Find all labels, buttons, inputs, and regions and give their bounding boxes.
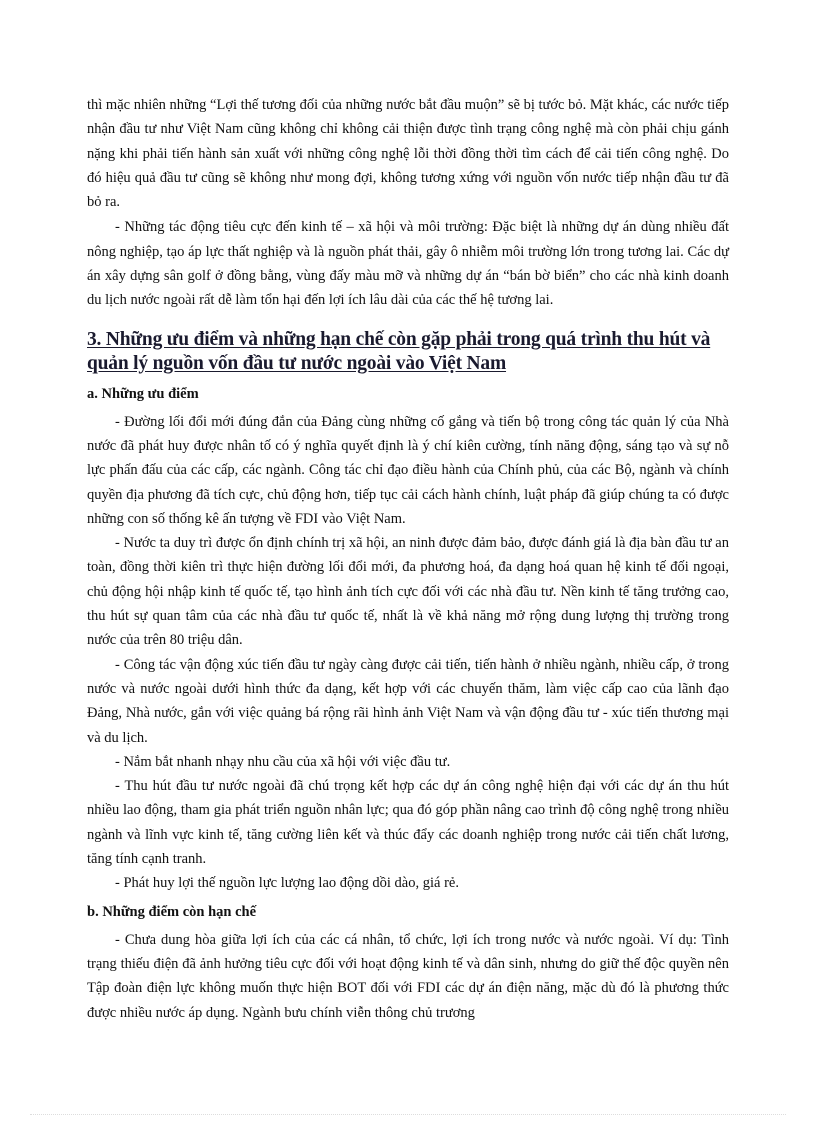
advantage-paragraph: - Đường lối đổi mới đúng đắn của Đảng cùng những cố gắng và tiến bộ trong công tác quản lý của Nhà nước đã phát huy được nhân tố có ý nghĩa quyết định là ý chí kiên cường, tính năng động, sáng tạo và sự nỗ lực phấn đấu của các cấp, các ngành. Công tác chỉ đạo điều hành của Chính phủ, của các Bộ, ngành và chính quyền địa phương đã tích cực, chủ động hơn, tiếp tục cải cách hành chính, luật pháp đã giúp chúng ta có được những con số thống kê ấn tượng về FDI vào Việt Nam.: [87, 413, 729, 527]
advantage-paragraph: - Thu hút đầu tư nước ngoài đã chú trọng kết hợp các dự án công nghệ hiện đại với các dự án thu hút nhiều lao động, tham gia phát triển nguồn nhân lực; qua đó góp phần nâng cao trình độ công nghệ trong nhiều ngành và lĩnh vực kinh tế, tăng cường liên kết và thúc đẩy các doanh nghiệp trong nước cải tiến chất lương, tăng tính cạnh tranh.: [87, 778, 729, 868]
intro-paragraph-1: thì mặc nhiên những “Lợi thế tương đối của những nước bắt đầu muộn” sẽ bị tước bỏ. Mặt khác, các nước tiếp nhận đầu tư như Việt Nam cũng không chỉ không cải thiện được tình trạng công nghệ mà còn phải chịu gánh nặng khi phải tiến hành sản xuất với những công nghệ lỗi thời đồng thời tìm cách để cải tiến công nghệ. Do đó hiệu quả đầu tư cũng sẽ không như mong đợi, không tương xứng với nguồn vốn nước tiếp nhận đầu tư đã bỏ ra.: [87, 97, 729, 211]
document-page: [87, 93, 729, 1025]
intro-paragraph-2: - Những tác động tiêu cực đến kinh tế – xã hội và môi trường: Đặc biệt là những dự án dùng nhiều đất nông nghiệp, tạo áp lực thất nghiệp và là nguồn phát thải, gây ô nhiễm môi trường lớn trong tương lai. Các dự án xây dựng sân golf ở đồng bằng, vùng đấy màu mỡ và những dự án “bán bờ biển” cho các nhà kinh doanh du lịch nước ngoài rất dễ làm tổn hại đến lợi ích lâu dài của các thế hệ tương lai.: [87, 219, 729, 309]
limitation-paragraph: - Chưa dung hòa giữa lợi ích của các cá nhân, tổ chức, lợi ích trong nước và nước ngoài. Ví dụ: Tình trạng thiếu điện đã ảnh hưởng tiêu cực đối với hoạt động kinh tế và dân sinh, nhưng do giữ thế độc quyền nên Tập đoàn điện lực không muốn thực hiện BOT đối với FDI các dự án điện năng, mặc dù đó là phương thức được nhiều nước áp dụng. Ngành bưu chính viễn thông chủ trương: [87, 931, 729, 1021]
page-bottom-divider: [30, 1114, 786, 1115]
subsection-b-title: b. Những điểm còn hạn chế: [87, 903, 257, 920]
advantage-paragraph: - Công tác vận động xúc tiến đầu tư ngày càng được cải tiến, tiến hành ở nhiều ngành, nhiều cấp, ở trong nước và nước ngoài dưới hình thức đa dạng, kết hợp với các chuyến thăm, làm việc cấp cao của lãnh đạo Đảng, Nhà nước, gắn với việc quảng bá rộng rãi hình ảnh Việt Nam và vận động đầu tư - xúc tiến thương mại và du lịch.: [87, 656, 729, 746]
advantage-paragraph: - Nắm bắt nhanh nhạy nhu cầu của xã hội với việc đầu tư.: [115, 753, 451, 770]
subsection-a-title: a. Những ưu điểm: [87, 385, 199, 402]
advantage-paragraph: - Nước ta duy trì được ổn định chính trị xã hội, an ninh được đảm bảo, được đánh giá là địa bàn đầu tư an toàn, đồng thời kiên trì thực hiện đường lối đổi mới, đa phương hoá, đa dạng hoá quan hệ kinh tế đối ngoại, chủ động hội nhập kinh tế quốc tế, tạo hình ảnh tích cực đối với các nhà đầu tư. Nền kinh tế tăng trưởng cao, thu hút sự quan tâm của các nhà đầu tư quốc tế, nhất là về khả năng mở rộng dung lượng thị trường trong nước của trên 80 triệu dân.: [87, 535, 729, 649]
section-heading: 3. Những ưu điểm và những hạn chế còn gặp phải trong quá trình thu hút và quản lý nguồn vốn đầu tư nước ngoài vào Việt Nam: [87, 328, 711, 374]
advantage-paragraph: - Phát huy lợi thế nguồn lực lượng lao động dồi dào, giá rẻ.: [115, 875, 459, 892]
